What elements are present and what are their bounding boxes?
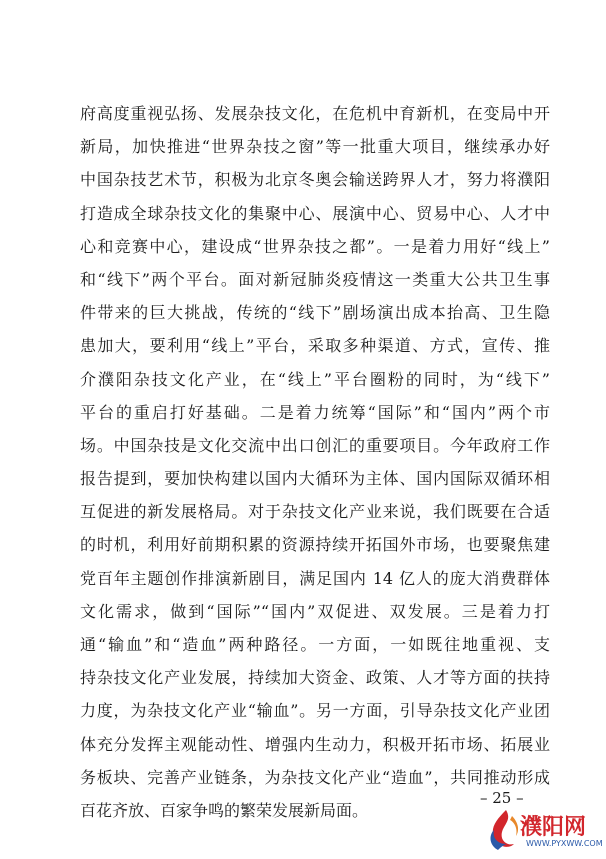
body-text bbox=[80, 97, 550, 827]
text-line: 介濮阳杂技文化产业，在“线上”平台圈粉的同时，为“线下” bbox=[80, 369, 550, 389]
page-number: – 25 – bbox=[480, 789, 524, 807]
watermark-url: WWW.PYXWW.COM bbox=[526, 839, 603, 848]
text-line: 中国杂技艺术节，积极为北京冬奥会输送跨界人才，努力将濮阳 bbox=[80, 170, 550, 190]
text-line: 打造成全球杂技文化的集聚中心、展演中心、贸易中心、人才中 bbox=[80, 203, 550, 223]
text-line: 新局，加快推进“世界杂技之窗”等一批重大项目，继续承办好 bbox=[80, 137, 550, 157]
text-line: 场。中国杂技是文化交流中出口创汇的重要项目。今年政府工作 bbox=[80, 435, 550, 455]
text-line: 体充分发挥主观能动性、增强内生动力，积极开拓市场、拓展业 bbox=[80, 734, 550, 754]
text-line: 报告提到，要加快构建以国内大循环为主体、国内国际双循环相 bbox=[80, 469, 550, 489]
text-line: 患加大，要利用“线上”平台，采取多种渠道、方式，宣传、推 bbox=[80, 336, 550, 356]
text-line: 持杂技文化产业发展，持续加大资金、政策、人才等方面的扶持 bbox=[80, 668, 550, 688]
text-line: 文化需求，做到“国际”“国内”双促进、双发展。三是着力打 bbox=[80, 601, 550, 621]
text-line: 件带来的巨大挑战，传统的“线下”剧场演出成本抬高、卫生隐 bbox=[80, 303, 550, 323]
watermark-name: 濮阳网 bbox=[520, 815, 587, 840]
text-line: 平台的重启打好基础。二是着力统筹“国际”和“国内”两个市 bbox=[80, 402, 550, 422]
text-line: 和“线下”两个平台。面对新冠肺炎疫情这一类重大公共卫生事 bbox=[80, 269, 550, 289]
text-line: 务板块、完善产业链条，为杂技文化产业“造血”，共同推动形成 bbox=[80, 767, 550, 787]
text-line: 通“输血”和“造血”两种路径。一方面，一如既往地重视、支 bbox=[80, 635, 550, 654]
text-line: 互促进的新发展格局。对于杂技文化产业来说，我们既要在合适 bbox=[80, 502, 550, 522]
text-line: 府高度重视弘扬、发展杂技文化，在危机中育新机，在变局中开 bbox=[80, 104, 550, 123]
text-line: 力度，为杂技文化产业“输血”。另一方面，引导杂技文化产业团 bbox=[80, 701, 550, 721]
site-watermark bbox=[484, 806, 604, 856]
text-line: 的时机，利用好前期积累的资源持续开拓国外市场，也要聚焦建 bbox=[80, 535, 550, 555]
text-line: 心和竞赛中心，建设成“世界杂技之都”。一是着力用好“线上” bbox=[80, 236, 550, 256]
text-line: 百花齐放、百家争鸣的繁荣发展新局面。 bbox=[80, 800, 369, 820]
text-line: 党百年主题创作排演新剧目，满足国内 14 亿人的庞大消费群体 bbox=[80, 568, 550, 588]
